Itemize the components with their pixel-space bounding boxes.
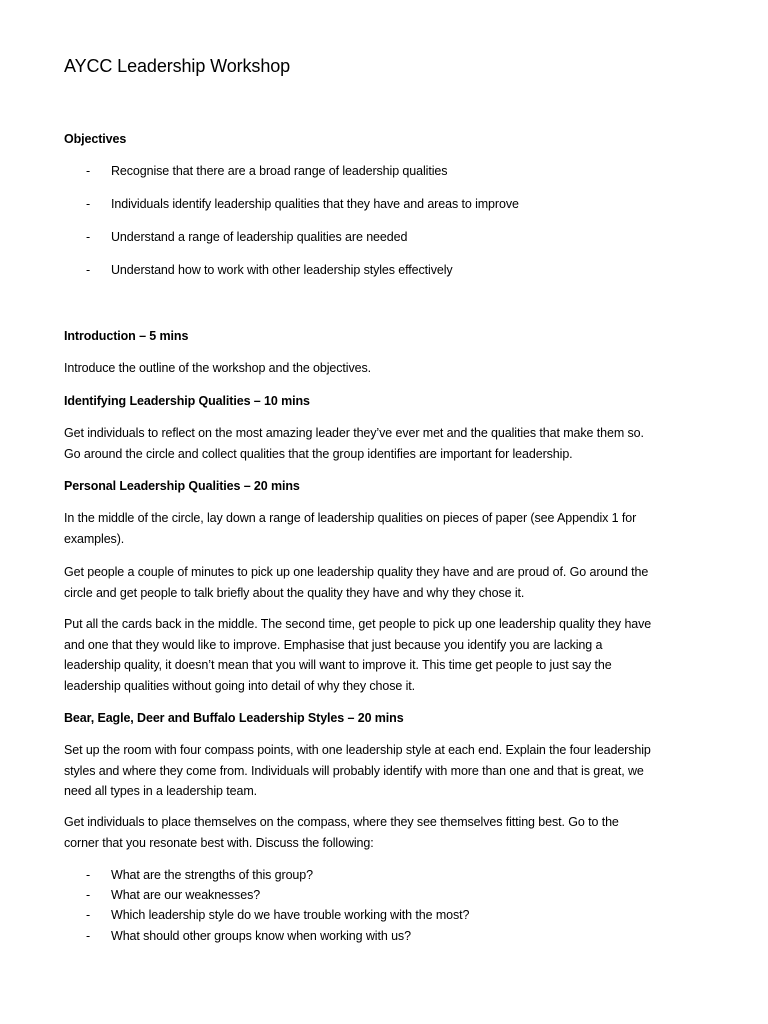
styles-paragraph-1 — [64, 740, 704, 802]
paragraph-line: In the middle of the circle, lay down a range of leadership qualities on pieces of paper (see Appendix 1 for — [64, 511, 637, 525]
styles-heading: Bear, Eagle, Deer and Buffalo Leadership Styles – 20 mins — [64, 711, 404, 725]
bullet-dash: - — [86, 263, 91, 277]
paragraph-line: Get individuals to reflect on the most amazing leader they’ve ever met and the qualities that make them so. — [64, 426, 644, 440]
paragraph-line: circle and get people to talk briefly about the quality they have and why they chose it. — [64, 585, 525, 600]
objective-item — [86, 230, 407, 244]
paragraph-line: and one that they would like to improve. Emphasise that just because you identify you are lacking a — [64, 637, 603, 652]
objective-item — [86, 164, 447, 178]
objective-item — [86, 197, 519, 211]
personal-heading: Personal Leadership Qualities – 20 mins — [64, 479, 300, 493]
objective-text: Understand how to work with other leadership styles effectively — [111, 263, 453, 277]
objectives-heading: Objectives — [64, 132, 127, 146]
paragraph-line: Set up the room with four compass points, with one leadership style at each end. Explain the four leadership — [64, 743, 651, 757]
bullet-dash: - — [86, 908, 91, 922]
paragraph-line: leadership quality, it doesn’t mean that you will want to improve it. This time get people to just say the — [64, 658, 612, 672]
paragraph-line: examples). — [64, 531, 125, 546]
paragraph-line: Go around the circle and collect qualities that the group identifies are important for leadership. — [64, 446, 573, 461]
paragraph-line: Put all the cards back in the middle. The second time, get people to pick up one leadership quality they have — [64, 617, 652, 631]
objective-text: Recognise that there are a broad range of leadership qualities — [111, 164, 448, 178]
objective-item — [86, 263, 453, 277]
question-text: What should other groups know when working with us? — [111, 929, 411, 943]
bullet-dash: - — [86, 868, 91, 882]
question-text: What are the strengths of this group? — [111, 868, 313, 882]
paragraph-line: need all types in a leadership team. — [64, 784, 258, 798]
document-title: AYCC Leadership Workshop — [64, 56, 291, 76]
introduction-heading: Introduction – 5 mins — [64, 329, 189, 343]
bullet-dash: - — [86, 929, 91, 943]
paragraph-line: corner that you resonate best with. Discuss the following: — [64, 835, 374, 850]
identifying-paragraph — [64, 423, 704, 464]
personal-paragraph-3 — [64, 614, 704, 696]
paragraph-line: leadership qualities without going into detail of why they chose it. — [64, 678, 416, 693]
bullet-dash: - — [86, 197, 91, 211]
question-item — [86, 868, 313, 882]
paragraph-line: Get individuals to place themselves on the compass, where they see themselves fitting best. Go to the — [64, 815, 619, 829]
objective-text: Individuals identify leadership qualities that they have and areas to improve — [111, 197, 519, 211]
paragraph-line: Get people a couple of minutes to pick up one leadership quality they have and are proud of. Go around the — [64, 565, 649, 579]
identifying-heading: Identifying Leadership Qualities – 10 mins — [64, 394, 310, 408]
personal-paragraph-2 — [64, 562, 704, 603]
styles-paragraph-2 — [64, 812, 704, 853]
bullet-dash: - — [86, 164, 91, 178]
paragraph-line: styles and where they come from. Individuals will probably identify with more than one and that is great, we — [64, 763, 644, 778]
question-item — [86, 929, 411, 943]
question-text: Which leadership style do we have trouble working with the most? — [111, 908, 470, 922]
bullet-dash: - — [86, 230, 91, 244]
question-item — [86, 888, 260, 902]
objective-text: Understand a range of leadership qualities are needed — [111, 230, 408, 244]
introduction-text: Introduce the outline of the workshop and the objectives. — [64, 361, 372, 375]
question-item — [86, 908, 469, 922]
bullet-dash: - — [86, 888, 91, 902]
question-text: What are our weaknesses? — [111, 888, 261, 902]
personal-paragraph-1 — [64, 508, 704, 549]
